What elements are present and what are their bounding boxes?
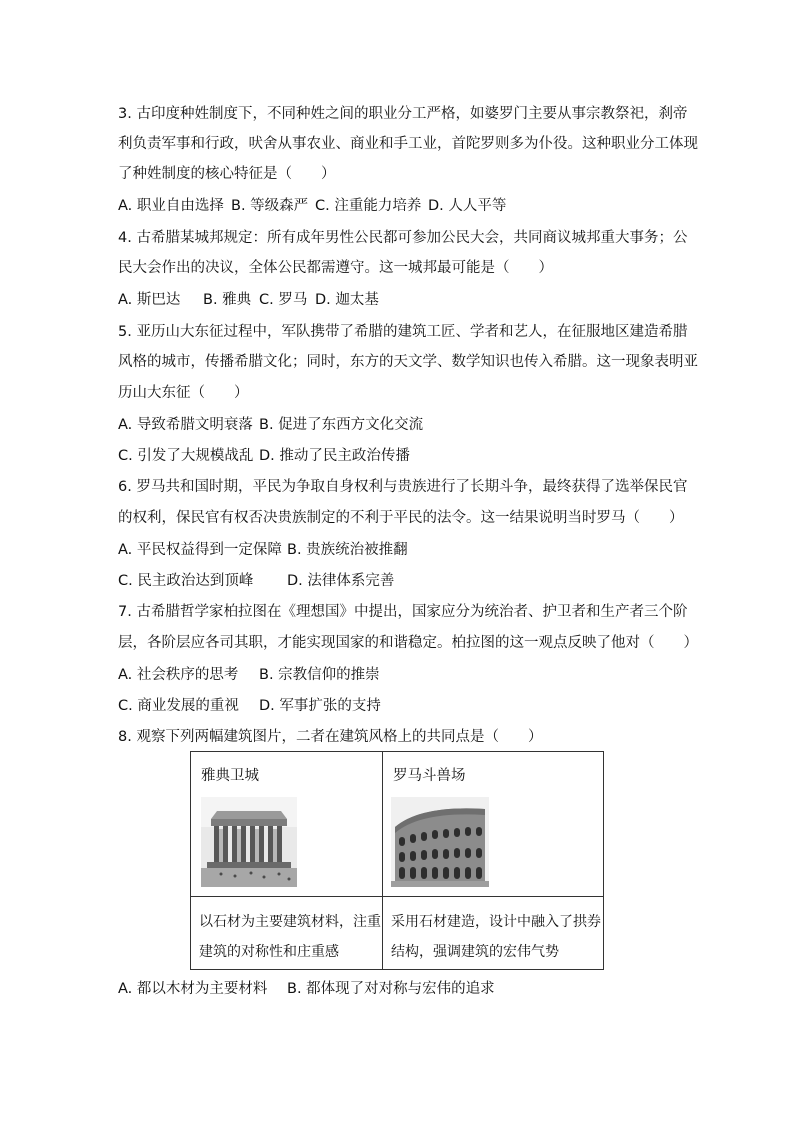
question-text-line: 6. 罗马共和国时期，平民为争取自身权利与贵族进行了长期斗争，最终获得了选举保民官 (118, 479, 688, 495)
colosseum-desc-line: 结构，强调建筑的宏伟气势 (391, 944, 559, 960)
option-c: C. 引发了大规模战乱 (118, 448, 254, 464)
question-text-line: 7. 古希腊哲学家柏拉图在《理想国》中提出，国家应分为统治者、护卫者和生产者三个阶 (118, 604, 688, 620)
table-cell-colosseum-desc (383, 897, 604, 970)
option-b: B. 雅典 (203, 292, 252, 308)
question-text-line: 风格的城市，传播希腊文化；同时，东方的天文学、数学知识也传入希腊。这一现象表明亚 (118, 354, 698, 370)
question-text-line: 了种姓制度的核心特征是（ ） (118, 166, 336, 182)
question-text-line: 历山大东征（ ） (118, 385, 249, 401)
acropolis-desc-line: 以石材为主要建筑材料，注重 (199, 914, 381, 930)
option-c: C. 注重能力培养 (315, 198, 422, 214)
table-cell-colosseum (383, 752, 604, 897)
question-text-line: 5. 亚历山大东征过程中，军队携带了希腊的建筑工匠、学者和艺人，在征服地区建造希腊 (118, 324, 688, 340)
option-c: C. 民主政治达到顶峰 (118, 573, 254, 589)
option-b: B. 促进了东西方文化交流 (259, 417, 424, 433)
option-a: A. 社会秩序的思考 (118, 667, 239, 683)
option-b: B. 宗教信仰的推崇 (259, 667, 380, 683)
question-text-line: 民大会作出的决议，全体公民都需遵守。这一城邦最可能是（ ） (118, 260, 553, 276)
option-a: A. 斯巴达 (118, 292, 181, 308)
option-b: B. 贵族统治被推翻 (287, 542, 408, 558)
option-d: D. 迦太基 (315, 292, 379, 308)
option-c: C. 罗马 (259, 292, 308, 308)
parthenon-image (201, 797, 297, 887)
acropolis-desc-line: 建筑的对称性和庄重感 (199, 944, 339, 960)
option-d: D. 推动了民主政治传播 (259, 448, 410, 464)
table-cell-acropolis (191, 752, 383, 897)
colosseum-title: 罗马斗兽场 (393, 768, 466, 784)
option-d: D. 人人平等 (428, 198, 507, 214)
question-text-line: 4. 古希腊某城邦规定：所有成年男性公民都可参加公民大会，共同商议城邦重大事务；公 (118, 230, 688, 246)
question-text-line: 层，各阶层应各司其职，才能实现国家的和谐稳定。柏拉图的这一观点反映了他对（ ） (118, 635, 698, 651)
option-c: C. 商业发展的重视 (118, 698, 239, 714)
table-cell-acropolis-desc (191, 897, 383, 970)
option-d: D. 军事扩张的支持 (259, 698, 381, 714)
colosseum-image (391, 797, 489, 887)
option-b: B. 等级森严 (231, 198, 309, 214)
option-a: A. 导致希腊文明衰落 (118, 417, 253, 433)
architecture-comparison-table (190, 751, 604, 970)
question-text-line: 利负责军事和行政，吠舍从事农业、商业和手工业，首陀罗则多为仆役。这种职业分工体现 (118, 136, 698, 152)
option-a: A. 平民权益得到一定保障 (118, 542, 282, 558)
question-text-line: 的权利，保民官有权否决贵族制定的不利于平民的法令。这一结果说明当时罗马（ ） (118, 510, 684, 526)
acropolis-title: 雅典卫城 (201, 768, 259, 784)
option-d: D. 法律体系完善 (287, 573, 395, 589)
option-b: B. 都体现了对对称与宏伟的追求 (287, 981, 495, 997)
question-text-line: 3. 古印度种姓制度下，不同种姓之间的职业分工严格，如婆罗门主要从事宗教祭祀，刹帝 (118, 106, 688, 122)
colosseum-desc-line: 采用石材建造，设计中融入了拱券 (391, 914, 601, 930)
question-text-line: 8. 观察下列两幅建筑图片，二者在建筑风格上的共同点是（ ） (118, 729, 543, 745)
option-a: A. 都以木材为主要材料 (118, 981, 268, 997)
option-a: A. 职业自由选择 (118, 198, 224, 214)
